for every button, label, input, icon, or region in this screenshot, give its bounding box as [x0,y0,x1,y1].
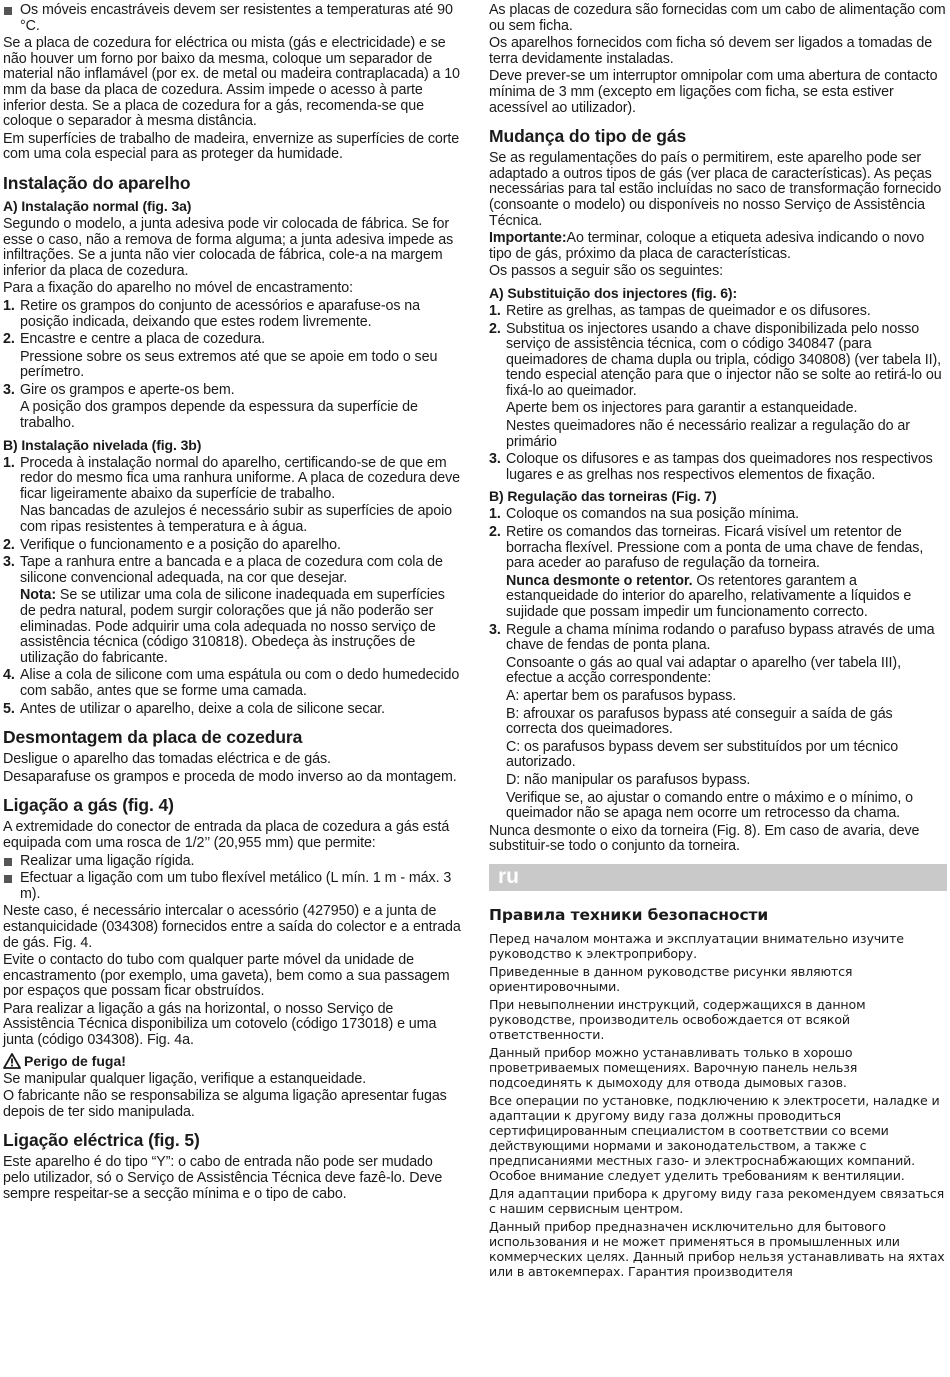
numbered-step: 3. Regule a chama mínima rodando o parafuso bypass através de uma chave de fendas de ponta plana. [489,621,935,654]
square-bullet-icon [4,875,12,883]
step-note: Nunca desmonte o retentor. Os retentores garantem a estanqueidade do interior do aparelho, relativamente a líquidos e sujidade que possam impedir um funcionamento correcto. [506,572,912,620]
step-note: D: não manipular os parafusos bypass. [506,771,751,788]
warning-block [3,1053,461,1069]
numbered-step: 1. Coloque os comandos na sua posição mínima. [489,506,800,523]
section-heading-instalacao: Instalação do aparelho [3,172,191,193]
paragraph: Приведенные в данном руководстве рисунки являются ориентировочными. [489,963,853,994]
step-note: A posição dos grampos depende da espessura da superfície de trabalho. [20,399,418,432]
language-code: ru [498,864,519,888]
subheading-nivelada: B) Instalação nivelada (fig. 3b) [3,436,202,453]
paragraph: Segundo o modelo, a junta adesiva pode vir colocada de fábrica. Se for esse o caso, não a remova de forma alguma; a junta adesiva impede as infiltrações. Se a junta não vier colocada de fábrica, cole-a na margem inferior da placa de cozedura. [3,215,454,279]
step-note: C: os parafusos bypass devem ser substituídos por um técnico autorizado. [506,738,899,771]
numbered-step: 1. Proceda à instalação normal do aparelho, certificando-se de que em redor do mesmo fica uma ranhura uniforme. A placa de cozedura deve ficar ligeiramente abaixo da superfície de trabalho. [3,454,461,502]
step-note: A: apertar bem os parafusos bypass. [506,687,737,704]
paragraph: Перед началом монтажа и эксплуатации внимательно изучите руководство к электроприбору. [489,930,904,961]
numbered-step: 3. Coloque os difusores e as tampas dos queimadores nos respectivos lugares e as grelhas nos respectivos elementos de fixação. [489,451,933,483]
paragraph: При невыполнении инструкций, содержащихся в данном руководстве, производитель освобождается от всякой ответственности. [489,996,866,1042]
paragraph: Данный прибор можно устанавливать только в хорошо проветриваемых помещениях. Варочную панель нельзя подсоединять к дымоходу для отвода дымовых газов. [489,1044,858,1090]
section-heading-gas: Ligação a gás (fig. 4) [3,795,174,816]
numbered-step: 1. Retire os grampos do conjunto de acessórios e aparafuse-os na posição indicada, deixando que estes rodem livremente. [3,297,421,330]
subheading-regulacao: B) Regulação das torneiras (Fig. 7) [489,488,717,505]
square-bullet-icon [4,7,12,15]
right-column [489,3,947,1282]
subheading-substituicao: A) Substituição dos injectores (fig. 6): [489,284,738,301]
section-heading-mudanca: Mudança do tipo de gás [489,126,687,147]
numbered-step: 2. Substitua os injectores usando a chave disponibilizada pelo nosso serviço de assistência técnica, com o código 340847 (para queimadores de chama dupla ou tripla, código 340808) (ver tabela II), tendo especial atenção para que o injector não se solte ao retirá-lo ou fixá-lo ao queimador. [489,320,942,399]
numbered-step: 2. Verifique o funcionamento e a posição do aparelho. [3,536,341,553]
step-note: Consoante o gás ao qual vai adaptar o aparelho (ver tabela III), efectue a acção correspondente: [506,654,901,687]
section-heading-electrica: Ligação eléctrica (fig. 5) [3,1130,200,1151]
step-note: Verifique se, ao ajustar o comando entre o máximo e o mínimo, o queimador não se apaga nem ocorre um retrocesso da chama. [506,789,913,822]
step-note: Aperte bem os injectores para garantir a estanqueidade. [506,400,858,417]
numbered-step: 1. Retire as grelhas, as tampas de queimador e os difusores. [489,302,871,319]
paragraph: Se manipular qualquer ligação, verifique a estanqueidade. [3,1070,367,1087]
language-section-bar [489,864,947,891]
russian-section [489,905,947,1279]
numbered-step: 3. Tape a ranhura entre a bancada e a placa de cozedura com cola de silicone convencional adequada, na cor que desejar. [3,554,443,586]
paragraph: Se a placa de cozedura for eléctrica ou mista (gás e electricidade) e se não houver um forno por baixo da mesma, coloque um separador de material não inflamável (por ex. de metal ou madeira contraplacada) a 10 mm da base da placa de cozedura. Assim impede o acesso à parte inferior desta. Se a placa de cozedura for a gás, recomenda-se que coloque o separador à mesma distância. [3,35,460,130]
note-paragraph: Nota: Se se utilizar uma cola de silicone inadequada em superfícies de pedra natural, podem surgir colorações que já não poderão ser eliminadas. Pode adquirir uma cola adequada no nosso serviço de assistência técnica (código 310818). Obedeça às instruções de utilização do fabricante. [20,587,445,666]
warning-title: Perigo de fuga! [24,1052,126,1069]
square-bullet-icon [4,858,12,866]
paragraph: Os passos a seguir são os seguintes: [489,263,724,280]
section-heading-desmontagem: Desmontagem da placa de cozedura [3,727,303,748]
step-note: B: afrouxar os parafusos bypass até conseguir a saída de gás correcta dos queimadores. [506,705,893,738]
list-item: Os móveis encastráveis devem ser resistentes a temperaturas até 90 °C. [3,3,461,34]
paragraph: Desligue o aparelho das tomadas eléctrica e de gás. [3,751,331,768]
numbered-step: 5. Antes de utilizar o aparelho, deixe a cola de silicone secar. [3,700,386,717]
step-note: Nas bancadas de azulejos é necessário subir as superfícies de apoio com ripas resistentes à temperatura e à água. [20,503,453,536]
paragraph: Данный прибор предназначен исключительно для бытового использования и не может применяться в промышленных или коммерческих целях. Данный прибор нельзя устанавливать на яхтах или в автокемперах. Гарантия производителя [489,1218,945,1279]
paragraph: Evite o contacto do tubo com qualquer parte móvel da unidade de encastramento (por exemplo, uma gaveta), bem como a sua passagem por espaços que possam ficar obstruídos. [3,952,450,1000]
step-note: Nestes queimadores não é necessário realizar a regulação do ar primário [506,418,910,450]
left-column [3,3,461,1204]
paragraph: A extremidade do conector de entrada da placa de cozedura a gás está equipada com uma rosca de 1/2’’ (20,955 mm) que permite: [3,819,450,851]
numbered-step: 4. Alise a cola de silicone com uma espátula ou com o dedo humedecido com sabão, antes que se forme uma camada. [3,667,460,699]
paragraph: Desaparafuse os grampos e proceda de modo inverso ao da montagem. [3,768,457,785]
paragraph: Deve prever-se um interruptor omnipolar com uma abertura de contacto mínima de 3 mm (excepto em ligações com ficha, se esta estiver acessível ao utilizador). [489,68,938,116]
paragraph: Все операции по установке, подключению к электросети, наладке и адаптации к другому виду газа должны проводиться сертифицированным специалистом в соответствии со всеми действующими нормами и законодательством, а также с предписаниями местных газо- и электроснабжающих компаний. Особое внимание следует уделить требованиям к вентиляции. [489,1092,940,1183]
paragraph: O fabricante não se responsabiliza se alguma ligação apresentar fugas depois de ter sido manipulada. [3,1088,447,1120]
list-item: Efectuar a ligação com um tubo flexível metálico (L mín. 1 m - máx. 3 m). [3,871,461,902]
paragraph: Este aparelho é do tipo “Y”: o cabo de entrada não pode ser mudado pelo utilizador, só o Serviço de Assistência Técnica deve fazê-lo. Deve sempre respeitar-se a secção mínima e o tipo de cabo. [3,1154,443,1202]
paragraph: Para a fixação do aparelho no móvel de encastramento: [3,280,353,297]
paragraph: Для адаптации прибора к другому виду газа рекомендуем связаться с нашим сервисным центром. [489,1185,945,1216]
numbered-step: 3. Gire os grampos e aperte-os bem. [3,381,235,398]
paragraph: Em superfícies de trabalho de madeira, envernize as superfícies de corte com uma cola especial para as proteger da humidade. [3,130,460,163]
paragraph: Nunca desmonte o eixo da torneira (Fig. 8). Em caso de avaria, deve substituir-se todo o conjunto da torneira. [489,822,920,855]
subheading-normal: A) Instalação normal (fig. 3a) [3,197,192,214]
paragraph: Os aparelhos fornecidos com ficha só devem ser ligados a tomadas de terra devidamente instaladas. [489,35,933,67]
step-note: Pressione sobre os seus extremos até que se apoie em todo o seu perímetro. [20,348,438,381]
paragraph: Se as regulamentações do país o permitirem, este aparelho pode ser adaptado a outros tipos de gás (ver placa de características). As peças necessárias para tal estão incluídas no saco de transformação fornecido (consoante o modelo) ou disponíveis no nosso Serviço de Assistência Técnica. [489,150,942,229]
numbered-step: 2. Encastre e centre a placa de cozedura. [3,331,265,348]
paragraph: Para realizar a ligação a gás na horizontal, o nosso Serviço de Assistência Técnica disponibiliza um cotovelo (código 173018) e uma junta (código 034308). Fig. 4a. [3,1000,437,1049]
list-item: Realizar uma ligação rígida. [3,854,461,870]
numbered-step: 2. Retire os comandos das torneiras. Ficará visível um retentor de borracha flexível. Pressione com a ponta de uma chave de fendas, para aceder ao parafuso de regulação da torneira. [489,524,924,572]
important-paragraph: Importante:Ao terminar, coloque a etiqueta adesiva indicando o novo tipo de gás, próximo da placa de características. [489,230,925,262]
section-heading-ru-safety: Правила техники безопасности [489,905,769,924]
paragraph: As placas de cozedura são fornecidas com um cabo de alimentação com ou sem ficha. [489,2,946,34]
paragraph: Neste caso, é necessário intercalar o acessório (427950) e a junta de estanquicidade (034308) fornecidos entre a saída do colector e a entrada de gás. Fig. 4. [3,903,461,951]
warning-triangle-icon [3,1053,21,1069]
